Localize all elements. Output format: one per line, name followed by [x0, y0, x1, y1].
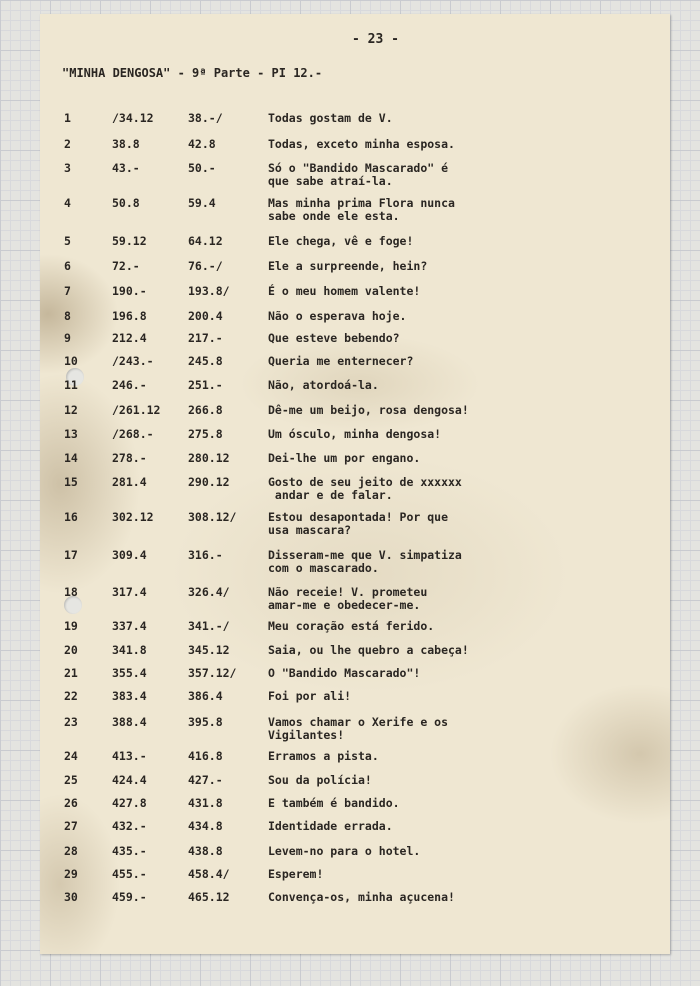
- start-time: 459.-: [112, 890, 147, 904]
- subtitle-text: Estou desapontada! Por que usa mascara?: [268, 510, 449, 537]
- start-time: 337.4: [112, 619, 147, 633]
- end-time: 395.8: [188, 715, 223, 729]
- subtitle-text: Ele chega, vê e foge!: [268, 234, 414, 248]
- start-time: 309.4: [112, 548, 147, 562]
- row-number: 13: [64, 427, 78, 441]
- start-time: 72.-: [112, 259, 140, 273]
- row-number: 12: [64, 403, 78, 417]
- row-number: 24: [64, 749, 78, 763]
- start-time: /261.12: [112, 403, 161, 417]
- end-time: 200.4: [188, 309, 223, 323]
- subtitle-text: Todas, exceto minha esposa.: [268, 137, 455, 151]
- subtitle-text: Erramos a pista.: [268, 749, 379, 763]
- subtitle-text: Disseram-me que V. simpatiza com o mascarado.: [268, 548, 462, 575]
- subtitle-text: Vamos chamar o Xerife e os Vigilantes!: [268, 715, 449, 742]
- typed-page: [40, 14, 670, 954]
- row-number: 19: [64, 619, 78, 633]
- end-time: 245.8: [188, 354, 223, 368]
- start-time: 278.-: [112, 451, 147, 465]
- row-number: 11: [64, 378, 78, 392]
- start-time: 388.4: [112, 715, 147, 729]
- end-time: 416.8: [188, 749, 223, 763]
- row-number: 21: [64, 666, 78, 680]
- end-time: 251.-: [188, 378, 223, 392]
- end-time: 193.8/: [188, 284, 230, 298]
- row-number: 15: [64, 475, 78, 489]
- row-number: 25: [64, 773, 78, 787]
- subtitle-text: Mas minha prima Flora nunca sabe onde ele esta.: [268, 196, 455, 223]
- start-time: /34.12: [112, 111, 154, 125]
- start-time: /243.-: [112, 354, 154, 368]
- row-number: 30: [64, 890, 78, 904]
- subtitle-text: Não o esperava hoje.: [268, 309, 407, 323]
- end-time: 341.-/: [188, 619, 230, 633]
- start-time: 246.-: [112, 378, 147, 392]
- end-time: 438.8: [188, 844, 223, 858]
- subtitle-text: Saia, ou lhe quebro a cabeça!: [268, 643, 469, 657]
- end-time: 427.-: [188, 773, 223, 787]
- start-time: 281.4: [112, 475, 147, 489]
- start-time: 190.-: [112, 284, 147, 298]
- end-time: 64.12: [188, 234, 223, 248]
- subtitle-text: Sou da polícia!: [268, 773, 372, 787]
- row-number: 18: [64, 585, 78, 599]
- start-time: 50.8: [112, 196, 140, 210]
- end-time: 275.8: [188, 427, 223, 441]
- end-time: 316.-: [188, 548, 223, 562]
- end-time: 345.12: [188, 643, 230, 657]
- end-time: 38.-/: [188, 111, 223, 125]
- start-time: 424.4: [112, 773, 147, 787]
- row-number: 4: [64, 196, 71, 210]
- end-time: 357.12/: [188, 666, 237, 680]
- start-time: 455.-: [112, 867, 147, 881]
- row-number: 10: [64, 354, 78, 368]
- subtitle-text: Levem-no para o hotel.: [268, 844, 421, 858]
- page-number: - 23 -: [352, 32, 399, 47]
- row-number: 3: [64, 161, 71, 175]
- end-time: 308.12/: [188, 510, 237, 524]
- end-time: 386.4: [188, 689, 223, 703]
- document-title: "MINHA DENGOSA" - 9ª Parte - PI 12.-: [62, 66, 323, 80]
- start-time: 59.12: [112, 234, 147, 248]
- subtitle-text: Queria me enternecer?: [268, 354, 414, 368]
- subtitle-text: Só o "Bandido Mascarado" é que sabe atraí-la.: [268, 161, 449, 188]
- end-time: 59.4: [188, 196, 216, 210]
- subtitle-text: Dê-me um beijo, rosa dengosa!: [268, 403, 469, 417]
- subtitle-text: Esperem!: [268, 867, 324, 881]
- end-time: 217.-: [188, 331, 223, 345]
- subtitle-text: Que esteve bebendo?: [268, 331, 400, 345]
- subtitle-text: Dei-lhe um por engano.: [268, 451, 421, 465]
- row-number: 26: [64, 796, 78, 810]
- subtitle-text: Todas gostam de V.: [268, 111, 393, 125]
- row-number: 7: [64, 284, 71, 298]
- row-number: 22: [64, 689, 78, 703]
- end-time: 290.12: [188, 475, 230, 489]
- start-time: 302.12: [112, 510, 154, 524]
- subtitle-text: Foi por ali!: [268, 689, 352, 703]
- start-time: 196.8: [112, 309, 147, 323]
- start-time: /268.-: [112, 427, 154, 441]
- start-time: 341.8: [112, 643, 147, 657]
- start-time: 383.4: [112, 689, 147, 703]
- subtitle-text: É o meu homem valente!: [268, 284, 421, 298]
- row-number: 6: [64, 259, 71, 273]
- subtitle-text: Um ósculo, minha dengosa!: [268, 427, 442, 441]
- end-time: 280.12: [188, 451, 230, 465]
- row-number: 5: [64, 234, 71, 248]
- start-time: 355.4: [112, 666, 147, 680]
- end-time: 465.12: [188, 890, 230, 904]
- end-time: 458.4/: [188, 867, 230, 881]
- start-time: 38.8: [112, 137, 140, 151]
- row-number: 20: [64, 643, 78, 657]
- end-time: 434.8: [188, 819, 223, 833]
- end-time: 326.4/: [188, 585, 230, 599]
- row-number: 17: [64, 548, 78, 562]
- start-time: 435.-: [112, 844, 147, 858]
- subtitle-text: Gosto de seu jeito de xxxxxx andar e de falar.: [268, 475, 462, 502]
- end-time: 50.-: [188, 161, 216, 175]
- start-time: 427.8: [112, 796, 147, 810]
- row-number: 9: [64, 331, 71, 345]
- end-time: 266.8: [188, 403, 223, 417]
- row-number: 16: [64, 510, 78, 524]
- row-number: 2: [64, 137, 71, 151]
- subtitle-text: O "Bandido Mascarado"!: [268, 666, 421, 680]
- subtitle-text: Convença-os, minha açucena!: [268, 890, 455, 904]
- start-time: 43.-: [112, 161, 140, 175]
- row-number: 23: [64, 715, 78, 729]
- subtitle-text: Não receie! V. prometeu amar-me e obedecer-me.: [268, 585, 428, 612]
- row-number: 29: [64, 867, 78, 881]
- subtitle-text: Ele a surpreende, hein?: [268, 259, 428, 273]
- start-time: 432.-: [112, 819, 147, 833]
- row-number: 1: [64, 111, 71, 125]
- end-time: 431.8: [188, 796, 223, 810]
- subtitle-text: E também é bandido.: [268, 796, 400, 810]
- subtitle-text: Meu coração está ferido.: [268, 619, 435, 633]
- row-number: 28: [64, 844, 78, 858]
- start-time: 317.4: [112, 585, 147, 599]
- end-time: 76.-/: [188, 259, 223, 273]
- row-number: 8: [64, 309, 71, 323]
- row-number: 14: [64, 451, 78, 465]
- subtitle-text: Identidade errada.: [268, 819, 393, 833]
- subtitle-text: Não, atordoá-la.: [268, 378, 379, 392]
- start-time: 212.4: [112, 331, 147, 345]
- start-time: 413.-: [112, 749, 147, 763]
- row-number: 27: [64, 819, 78, 833]
- end-time: 42.8: [188, 137, 216, 151]
